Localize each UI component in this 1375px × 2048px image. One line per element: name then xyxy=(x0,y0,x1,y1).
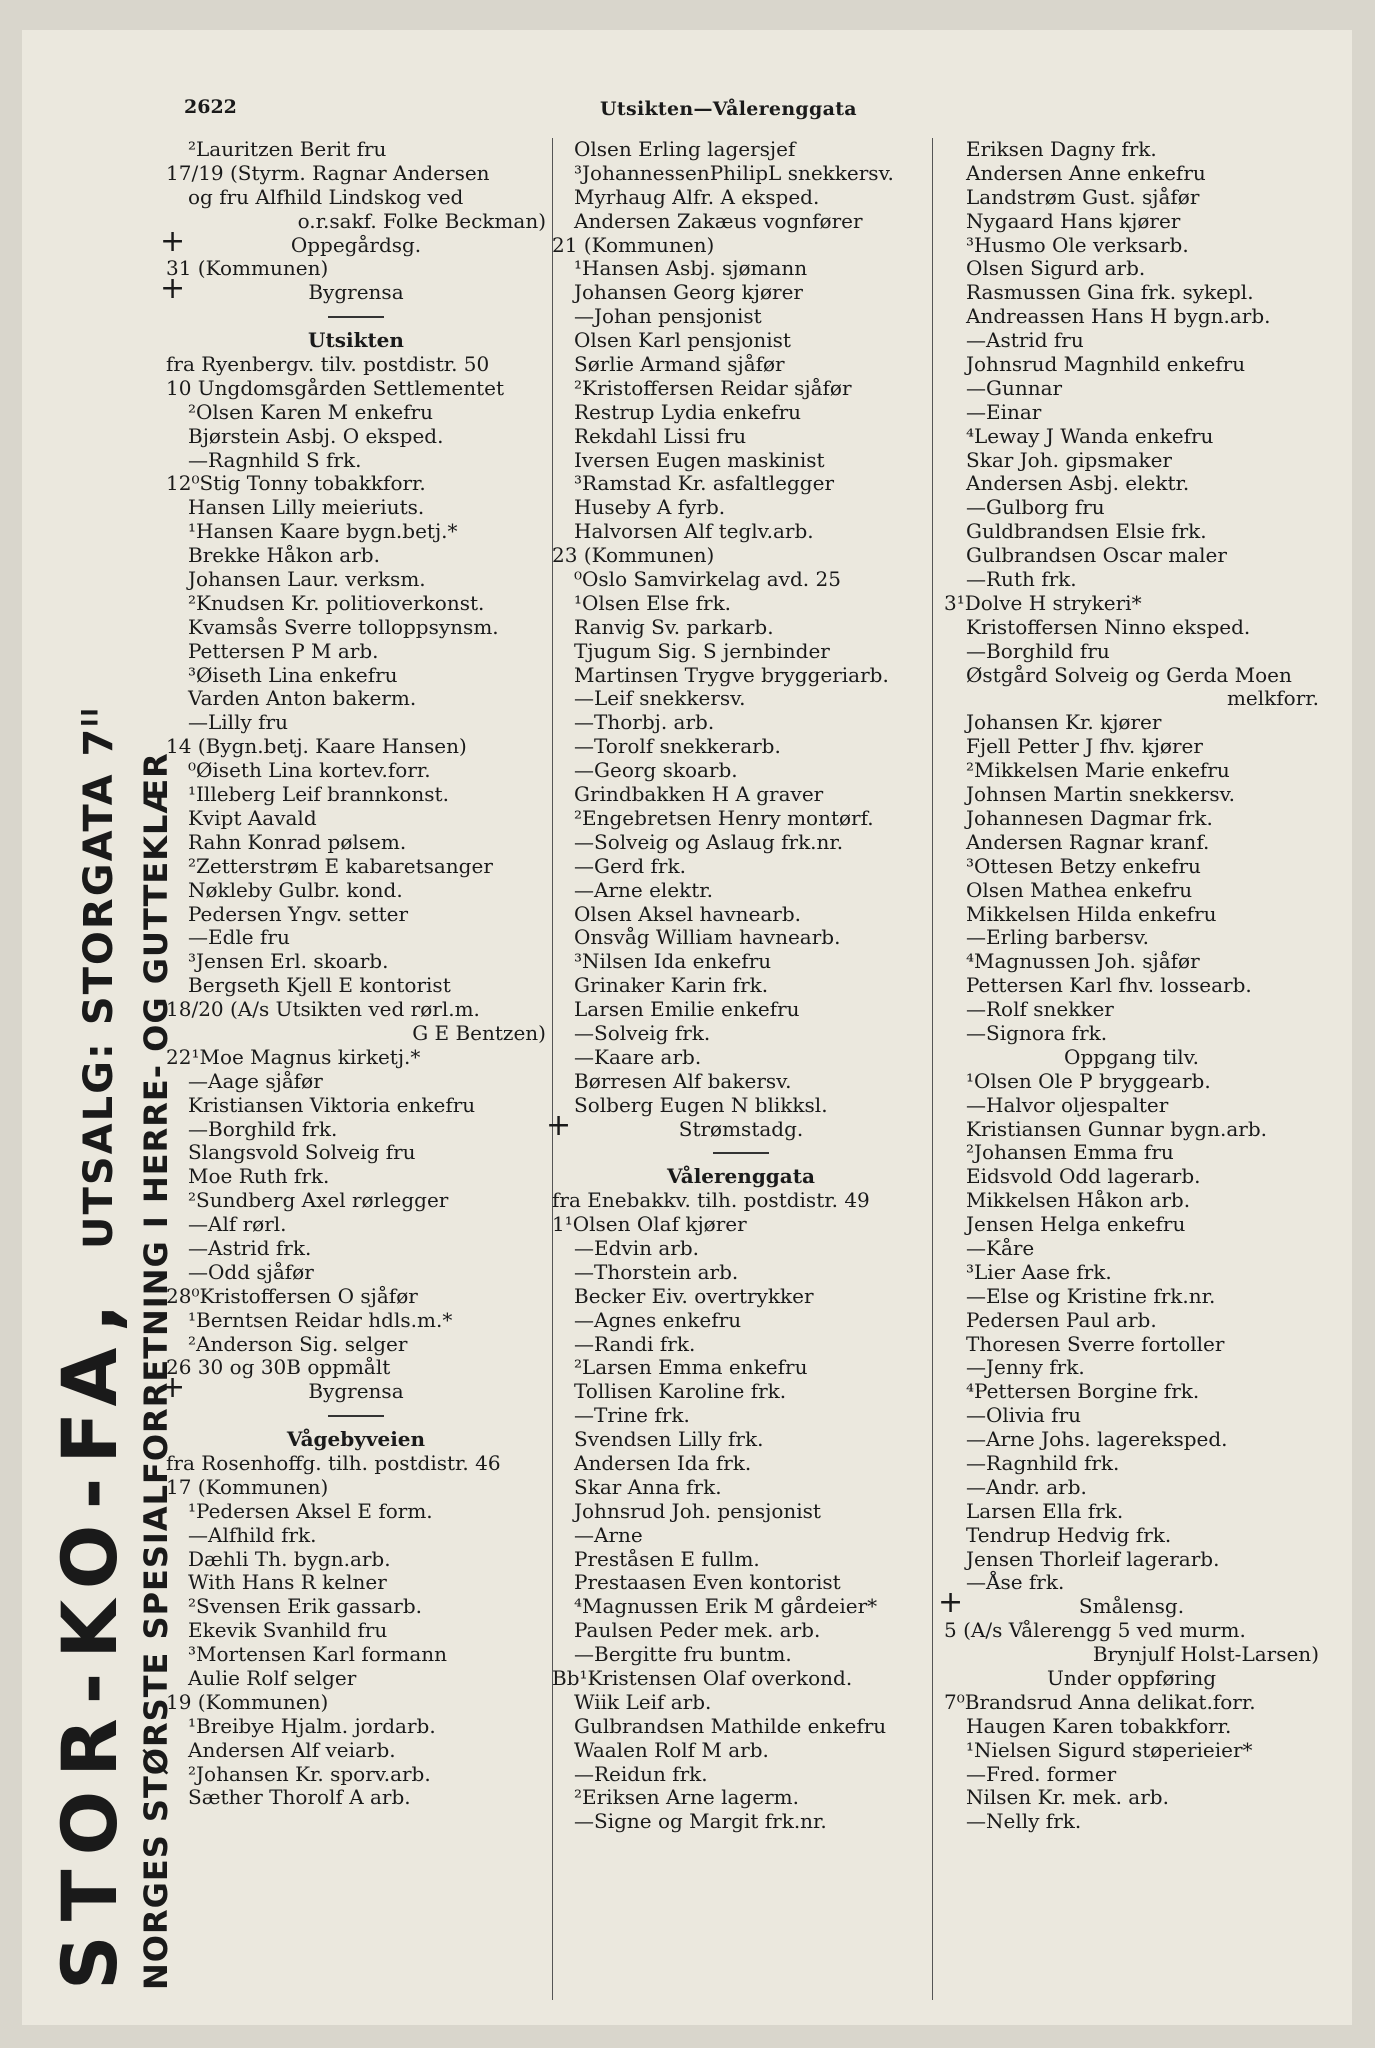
listing-entry: Dæhli Th. bygn.arb. xyxy=(188,1546,391,1571)
ad-store-address-sup: II xyxy=(78,706,104,727)
listing-entry: Olsen Karl pensjonist xyxy=(574,328,791,353)
listing-entry: Østgård Solveig og Gerda Moen xyxy=(966,662,1292,687)
listing-entry: ²Sundberg Axel rørlegger xyxy=(188,1188,449,1213)
listing-entry: 17/19 (Styrm. Ragnar Andersen xyxy=(166,160,490,185)
listing-entry: Brynjulf Holst-Larsen) xyxy=(1092,1642,1319,1667)
listing-entry: Mikkelsen Hilda enkefru xyxy=(966,901,1217,926)
listing-entry: Slangsvold Solveig fru xyxy=(188,1140,416,1165)
listing-entry: —Ragnhild frk. xyxy=(966,1450,1120,1475)
listing-entry: ²Mikkelsen Marie enkefru xyxy=(966,758,1230,783)
listing-entry: —Einar xyxy=(966,399,1042,424)
page-number: 2622 xyxy=(184,96,237,118)
listing-entry: ²Engebretsen Henry montørf. xyxy=(574,805,874,830)
listing-entry: Sæther Thorolf A arb. xyxy=(188,1785,411,1810)
listing-entry: Moe Ruth frk. xyxy=(188,1164,330,1189)
ad-brand: STOR-KO-FA, xyxy=(45,1289,134,1990)
listing-entry: —Bergitte fru buntm. xyxy=(574,1642,792,1667)
ad-store-address: UTSALG: STORGATA $7^{II}$ xyxy=(75,706,122,1249)
section-divider xyxy=(166,305,546,329)
listing-entry: ²Zetterstrøm E kabaretsanger xyxy=(188,853,493,878)
listing-entry: —Jenny frk. xyxy=(966,1355,1085,1380)
listing-entry: ³Nilsen Ida enkefru xyxy=(574,949,772,974)
listing-entry: Wiik Leif arb. xyxy=(574,1689,712,1714)
listing-entry: Skar Joh. gipsmaker xyxy=(966,447,1172,472)
listing-entry: With Hans R kelner xyxy=(188,1570,387,1595)
listing-entry: ⁴Leway J Wanda enkefru xyxy=(966,423,1214,448)
section-divider xyxy=(166,1404,546,1428)
listing-entry: Larsen Ella frk. xyxy=(966,1498,1124,1523)
listing-entry: —Aage sjåfør xyxy=(188,1068,323,1093)
listing-entry: ⁴Magnussen Erik M gårdeier* xyxy=(574,1594,878,1619)
listing-entry: —Rolf snekker xyxy=(966,997,1114,1022)
listing-entry: melkforr. xyxy=(1226,686,1319,711)
listing-entry: ³Lier Aase frk. xyxy=(966,1259,1112,1284)
listing-entry: Johansen Laur. verksm. xyxy=(188,567,426,592)
listing-entry: ⁰Oslo Samvirkelag avd. 25 xyxy=(574,567,841,592)
listing-entry: Ranvig Sv. parkarb. xyxy=(574,614,774,639)
listing-entry: —Solveig og Aslaug frk.nr. xyxy=(574,829,844,854)
listing-entry: ⁰Øiseth Lina kortev.forr. xyxy=(188,758,431,783)
listing-entry: Pedersen Paul arb. xyxy=(966,1307,1157,1332)
listing-entry: —Ruth frk. xyxy=(966,567,1077,592)
listing-entry: Olsen Sigurd arb. xyxy=(966,256,1146,281)
listing-entry: —Astrid frk. xyxy=(188,1235,312,1260)
listing-entry: ¹Hansen Asbj. sjømann xyxy=(574,256,808,281)
listing-entry: Pedersen Yngv. setter xyxy=(188,901,409,926)
listing-entry: Becker Eiv. overtrykker xyxy=(574,1283,814,1308)
section-divider xyxy=(552,1141,930,1165)
listing-entry: fra Enebakkv. tilh. postdistr. 49 xyxy=(552,1188,870,1213)
listing-entry: Fjell Petter J fhv. kjører xyxy=(966,734,1203,759)
column-2 xyxy=(552,138,930,1834)
running-head: Utsikten—Vålerenggata xyxy=(600,98,857,120)
listing-entry: —Olivia fru xyxy=(966,1403,1082,1428)
cross-street: + Bygrensa xyxy=(166,281,546,305)
listing-entry: Rasmussen Gina frk. sykepl. xyxy=(966,280,1254,305)
listing-entry: ³Husmo Ole verksarb. xyxy=(966,232,1189,257)
listing-entry: Prestaasen Even kontorist xyxy=(574,1570,841,1595)
listing-entry: Nygaard Hans kjører xyxy=(966,208,1181,233)
listing-entry: ²Eriksen Arne lagerm. xyxy=(574,1785,799,1810)
listing-entry: Andersen Alf veiarb. xyxy=(188,1737,396,1762)
listing-entry: —Agnes enkefru xyxy=(574,1307,742,1332)
listing-entry: Larsen Emilie enkefru xyxy=(574,997,800,1022)
listing-entry: ¹Illeberg Leif brannkonst. xyxy=(188,782,449,807)
listing-entry: —Thorstein arb. xyxy=(574,1259,739,1284)
listing-entry: 14 (Bygn.betj. Kaare Hansen) xyxy=(166,734,467,759)
listing-entry: Kristiansen Gunnar bygn.arb. xyxy=(966,1116,1267,1141)
listing-entry: —Andr. arb. xyxy=(966,1474,1087,1499)
listing-entry: —Åse frk. xyxy=(966,1570,1065,1595)
listing-entry: Grinaker Karin frk. xyxy=(574,973,769,998)
listing-entry: Olsen Erling lagersjef xyxy=(574,137,796,161)
cross-street: + Smålensg. xyxy=(944,1595,1319,1619)
listing-entry: Onsvåg William havnearb. xyxy=(574,925,841,950)
listing-entry: Johnsrud Magnhild enkefru xyxy=(966,352,1246,377)
listing-entry: —Else og Kristine frk.nr. xyxy=(966,1283,1216,1308)
listing-entry: —Gerd frk. xyxy=(574,853,686,878)
listing-entry: Tollisen Karoline frk. xyxy=(574,1379,787,1404)
listing-entry: Preståsen E fullm. xyxy=(574,1546,760,1571)
vertical-advertisement xyxy=(45,280,180,1990)
listing-entry: —Gunnar xyxy=(966,375,1063,400)
listing-entry: Paulsen Peder mek. arb. xyxy=(574,1618,821,1643)
listing-entry: Ekevik Svanhild fru xyxy=(188,1618,388,1643)
listing-entry: —Alfhild frk. xyxy=(188,1522,317,1547)
listing-entry: —Odd sjåfør xyxy=(188,1259,314,1284)
listing-entry: ³Mortensen Karl formann xyxy=(188,1642,448,1667)
listing-entry: Nilsen Kr. mek. arb. xyxy=(966,1785,1169,1810)
listing-entry: 1¹Olsen Olaf kjører xyxy=(552,1212,747,1237)
cross-street: + Bygrensa xyxy=(166,1380,546,1404)
listing-entry: —Edvin arb. xyxy=(574,1235,699,1260)
listing-entry: Mikkelsen Håkon arb. xyxy=(966,1188,1191,1213)
listing-entry: o.r.sakf. Folke Beckman) xyxy=(297,208,546,233)
listing-entry: Johnsrud Joh. pensjonist xyxy=(574,1498,821,1523)
listing-entry: ¹Olsen Ole P bryggearb. xyxy=(966,1068,1211,1093)
listing-entry: —Signora frk. xyxy=(966,1020,1108,1045)
listing-entry: Aulie Rolf selger xyxy=(188,1666,357,1690)
listing-entry: Martinsen Trygve bryggeriarb. xyxy=(574,662,889,687)
column-1 xyxy=(166,138,546,1810)
listing-entry: Andersen Asbj. elektr. xyxy=(966,471,1190,496)
listing-entry: 17 (Kommunen) xyxy=(166,1474,329,1499)
listing-entry: ¹Hansen Kaare bygn.betj.* xyxy=(188,519,458,544)
listing-entry: ³JohannessenPhilipL snekkersv. xyxy=(574,160,894,185)
listing-entry: ³Jensen Erl. skoarb. xyxy=(188,949,389,974)
listing-entry: og fru Alfhild Lindskog ved xyxy=(188,184,464,209)
listing-entry: Hansen Lilly meieriuts. xyxy=(188,495,425,520)
street-heading: Utsikten xyxy=(308,328,404,353)
listing-entry: Halvorsen Alf teglv.arb. xyxy=(574,519,814,544)
listing-entry: —Borghild fru xyxy=(966,638,1110,663)
listing-entry: —Gulborg fru xyxy=(966,495,1105,520)
listing-entry: Andreassen Hans H bygn.arb. xyxy=(966,304,1271,329)
listing-entry: Eidsvold Odd lagerarb. xyxy=(966,1164,1201,1189)
listing-entry: ³Ramstad Kr. asfaltlegger xyxy=(574,471,835,496)
listing-entry: Andersen Ida frk. xyxy=(574,1450,752,1475)
listing-entry: Guldbrandsen Elsie frk. xyxy=(966,519,1207,544)
listing-entry: —Georg skoarb. xyxy=(574,758,738,783)
listing-entry: ³Ottesen Betzy enkefru xyxy=(966,853,1201,878)
listing-entry: Jensen Helga enkefru xyxy=(966,1212,1186,1237)
listing-entry: Brekke Håkon arb. xyxy=(188,543,380,568)
listing-entry: Grindbakken H A graver xyxy=(574,782,824,807)
listing-entry: —Arne elektr. xyxy=(574,877,714,902)
listing-entry: Nøkleby Gulbr. kond. xyxy=(188,877,403,902)
listing-entry: Rekdahl Lissi fru xyxy=(574,423,747,448)
listing-entry: —Solveig frk. xyxy=(574,1020,711,1045)
listing-entry: —Arne xyxy=(574,1522,643,1547)
listing-entry: Varden Anton bakerm. xyxy=(188,686,417,711)
listing-entry: —Thorbj. arb. xyxy=(574,710,715,735)
listing-entry: 22¹Moe Magnus kirketj.* xyxy=(166,1044,421,1069)
listing-entry: ¹Pedersen Aksel E form. xyxy=(188,1498,433,1523)
listing-entry: Olsen Aksel havnearb. xyxy=(574,901,802,926)
listing-entry: ²Kristoffersen Reidar sjåfør xyxy=(574,375,852,400)
listing-entry: Tjugum Sig. S jernbinder xyxy=(574,638,830,663)
listing-entry: Bjørstein Asbj. O eksped. xyxy=(188,423,444,448)
listing-entry: —Borghild frk. xyxy=(188,1116,338,1141)
listing-entry: 12⁰Stig Tonny tobakkforr. xyxy=(166,471,426,496)
listing-entry: Skar Anna frk. xyxy=(574,1474,722,1499)
listing-entry: —Kaare arb. xyxy=(574,1044,702,1069)
listing-entry: Kristoffersen Ninno eksped. xyxy=(966,614,1251,639)
listing-entry: —Randi frk. xyxy=(574,1331,696,1356)
street-heading: Vålerenggata xyxy=(667,1164,815,1189)
ad-brand-line xyxy=(45,706,139,1990)
listing-entry: 10 Ungdomsgården Settlementet xyxy=(166,375,505,400)
listing-entry: Andersen Anne enkefru xyxy=(966,160,1206,185)
listing-entry: Under oppføring xyxy=(1046,1666,1217,1690)
listing-entry: 21 (Kommunen) xyxy=(552,232,715,257)
listing-entry: —Johan pensjonist xyxy=(574,304,762,329)
listing-entry: Johnsen Martin snekkersv. xyxy=(966,782,1235,807)
listing-entry: ²Svensen Erik gassarb. xyxy=(188,1594,423,1619)
listing-entry: —Arne Johs. lagereksped. xyxy=(966,1427,1228,1452)
listing-entry: Thoresen Sverre fortoller xyxy=(966,1331,1225,1356)
listing-entry: —Reidun frk. xyxy=(574,1761,708,1786)
listing-entry: 19 (Kommunen) xyxy=(166,1689,329,1714)
listing-entry: —Trine frk. xyxy=(574,1403,690,1428)
listing-entry: 31 (Kommunen) xyxy=(166,256,329,281)
listing-entry: ⁴Magnussen Joh. sjåfør xyxy=(966,949,1200,974)
listing-entry: Bergseth Kjell E kontorist xyxy=(188,973,451,998)
listing-entry: 28⁰Kristoffersen O sjåfør xyxy=(166,1283,418,1308)
listing-entry: Kvamsås Sverre tolloppsynsm. xyxy=(188,614,499,639)
listing-entry: —Lilly fru xyxy=(188,710,288,735)
listing-entry: Sørlie Armand sjåfør xyxy=(574,352,785,377)
listing-entry: 26 30 og 30B oppmålt xyxy=(166,1355,391,1380)
listing-entry: —Torolf snekkerarb. xyxy=(574,734,781,759)
listing-entry: Jensen Thorleif lagerarb. xyxy=(966,1546,1220,1571)
cross-street: + Oppegårdsg. xyxy=(166,234,546,258)
listing-entry: ¹Olsen Else frk. xyxy=(574,590,732,615)
listing-entry: 23 (Kommunen) xyxy=(552,543,715,568)
listing-entry: —Leif snekkersv. xyxy=(574,686,746,711)
listing-entry: Svendsen Lilly frk. xyxy=(574,1427,764,1452)
listing-entry: ⁴Pettersen Borgine frk. xyxy=(966,1379,1200,1404)
listing-entry: ²Johansen Emma fru xyxy=(966,1140,1174,1165)
listing-entry: Huseby A fyrb. xyxy=(574,495,726,520)
listing-entry: Restrup Lydia enkefru xyxy=(574,399,802,424)
listing-entry: —Alf rørl. xyxy=(188,1212,287,1237)
ad-tagline: NORGES STØRSTE SPESIALFORRETNING I HERRE- OG GUTTEKLÆR xyxy=(137,752,175,1990)
listing-entry: ²Olsen Karen M enkefru xyxy=(188,399,433,424)
listing-entry: Haugen Karen tobakkforr. xyxy=(966,1713,1232,1738)
listing-entry: G E Bentzen) xyxy=(412,1020,546,1045)
listing-entry: fra Rosenhoffg. tilh. postdistr. 46 xyxy=(166,1450,501,1475)
listing-entry: —Edle fru xyxy=(188,925,290,950)
listing-entry: Kristiansen Viktoria enkefru xyxy=(188,1092,476,1117)
listing-entry: Andersen Ragnar kranf. xyxy=(966,829,1210,854)
listing-entry: Landstrøm Gust. sjåfør xyxy=(966,184,1200,209)
listing-entry: Eriksen Dagny frk. xyxy=(966,137,1157,161)
listing-entry: ³Øiseth Lina enkefru xyxy=(188,662,398,687)
listing-entry: ²Larsen Emma enkefru xyxy=(574,1355,808,1380)
listing-entry: 7⁰Brandsrud Anna delikat.forr. xyxy=(944,1689,1256,1714)
listing-entry: ²Knudsen Kr. politioverkonst. xyxy=(188,590,485,615)
listing-entry: Tendrup Hedvig frk. xyxy=(966,1522,1172,1547)
listing-entry: Oppgang tilv. xyxy=(1064,1044,1199,1069)
listing-entry: Gulbrandsen Oscar maler xyxy=(966,543,1227,568)
listing-entry: Kvipt Aavald xyxy=(188,805,317,830)
listing-entry: Johansen Georg kjører xyxy=(574,280,803,305)
listing-entry: 18/20 (A/s Utsikten ved rørl.m. xyxy=(166,997,480,1022)
listing-entry: Rahn Konrad pølsem. xyxy=(188,829,407,854)
listing-entry: Gulbrandsen Mathilde enkefru xyxy=(574,1713,887,1738)
column-3 xyxy=(944,138,1319,1834)
listing-entry: —Ragnhild S frk. xyxy=(188,447,362,472)
listing-entry: 3¹Dolve H strykeri* xyxy=(944,590,1142,615)
street-heading: Vågebyveien xyxy=(286,1427,426,1452)
listing-entry: Bb¹Kristensen Olaf overkond. xyxy=(552,1666,853,1690)
listing-entry: —Fred. former xyxy=(966,1761,1117,1786)
listing-entry: ²Lauritzen Berit fru xyxy=(188,137,387,161)
listing-entry: 5 (A/s Vålerengg 5 ved murm. xyxy=(944,1618,1246,1643)
listing-entry: —Kåre xyxy=(966,1235,1035,1260)
listing-entry: ¹Nielsen Sigurd støperieier* xyxy=(966,1737,1253,1762)
listing-entry: Johannesen Dagmar frk. xyxy=(966,805,1213,830)
listing-entry: ²Anderson Sig. selger xyxy=(188,1331,408,1356)
listing-entry: ¹Berntsen Reidar hdls.m.* xyxy=(188,1307,453,1332)
listing-entry: Johansen Kr. kjører xyxy=(966,710,1162,735)
listing-entry: —Halvor oljespalter xyxy=(966,1092,1169,1117)
listing-entry: fra Ryenbergv. tilv. postdistr. 50 xyxy=(166,352,490,377)
cross-street: + Strømstadg. xyxy=(552,1118,930,1142)
listing-entry: Andersen Zakæus vognfører xyxy=(574,208,863,233)
listing-entry: —Astrid fru xyxy=(966,328,1084,353)
listing-entry: Myrhaug Alfr. A eksped. xyxy=(574,184,820,209)
listing-entry: Pettersen Karl fhv. lossearb. xyxy=(966,973,1252,998)
listing-entry: ¹Breibye Hjalm. jordarb. xyxy=(188,1713,436,1738)
listing-entry: —Erling barbersv. xyxy=(966,925,1150,950)
listing-entry: Pettersen P M arb. xyxy=(188,638,379,663)
listing-entry: —Nelly frk. xyxy=(966,1809,1082,1834)
listing-entry: ²Johansen Kr. sporv.arb. xyxy=(188,1761,431,1786)
listing-entry: Solberg Eugen N blikksl. xyxy=(574,1092,828,1117)
column-rule-2 xyxy=(932,138,933,2000)
listing-entry: Waalen Rolf M arb. xyxy=(574,1737,769,1762)
listing-entry: Børresen Alf bakersv. xyxy=(574,1068,792,1093)
listing-entry: Olsen Mathea enkefru xyxy=(966,877,1193,902)
listing-entry: Iversen Eugen maskinist xyxy=(574,447,825,472)
listing-entry: —Signe og Margit frk.nr. xyxy=(574,1809,827,1834)
